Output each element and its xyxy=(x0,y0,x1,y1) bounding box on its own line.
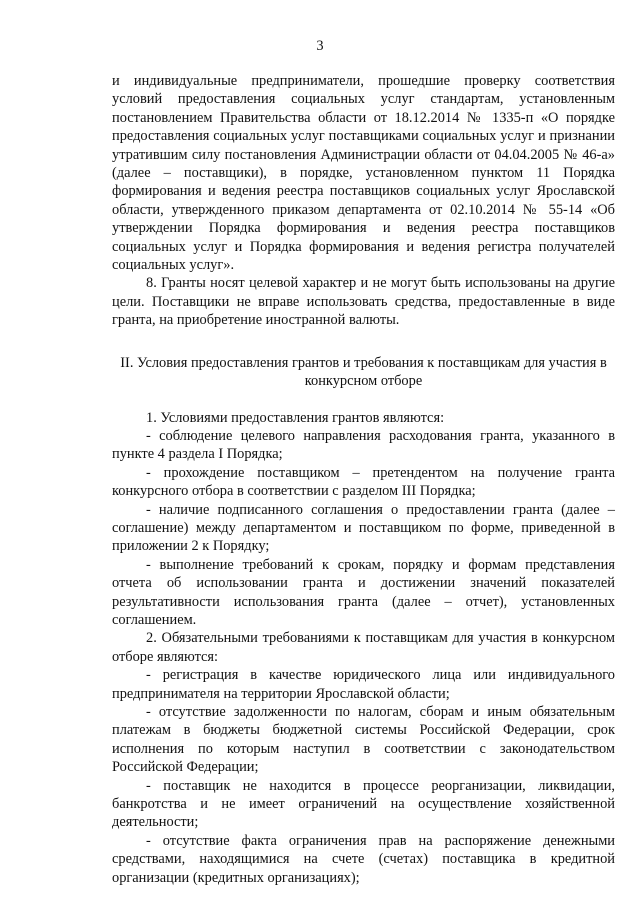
list-item-requirement: - отсутствие задолженности по налогам, сборам и иным обязательным платежам в бюджеты бюджетной системы Российской Федерации, срок исполнения по которым наступил в соответствии с законодательством Российской Федерации; xyxy=(112,704,615,776)
list-item-requirement: - регистрация в качестве юридического лица или индивидуального предпринимателя на территории Ярославской области; xyxy=(112,667,615,702)
paragraph-item-8: 8. Гранты носят целевой характер и не могут быть использованы на другие цели. Поставщики не вправе использовать средства, предоставленные в виде гранта, на приобретение иностранной валюты. xyxy=(112,275,615,329)
document-body xyxy=(112,72,615,887)
paragraph-conditions-intro: 1. Условиями предоставления грантов являются: xyxy=(146,409,445,426)
list-item-condition: - соблюдение целевого направления расходования гранта, указанного в пункте 4 раздела I Порядка; xyxy=(112,427,615,463)
list-item-condition: - прохождение поставщиком – претендентом на получение гранта конкурсного отбора в соответствии с разделом III Порядка; xyxy=(112,464,615,500)
list-item-condition: - наличие подписанного соглашения о предоставлении гранта (далее – соглашение) между департаментом и поставщиком по форме, приведенной в приложении 2 к Порядку; xyxy=(112,501,615,555)
list-item-requirement: - поставщик не находится в процессе реорганизации, ликвидации, банкротства и не имеет ограничений на осуществление хозяйственной деятельности; xyxy=(112,777,615,831)
paragraph-providers-definition: и индивидуальные предприниматели, прошедшие проверку соответствия условий предоставления социальных услуг стандартам, установленным постановлением Правительства области от 18.12.2014 № 1335-п «О порядке предоставления социальных услуг поставщиками социальных услуг и признании утратившим силу постановления Администрации области от 04.04.2005 № 46-а» (далее – поставщики), в порядке, установленном пунктом 11 Порядка формирования и ведения реестра поставщиков социальных услуг Ярославской области, утвержденного приказом департамента от 02.10.2014 № 55-14 «Об утверждении Порядка формирования и ведения реестра поставщиков социальных услуг и Порядка формирования и ведения регистра получателей социальных услуг». xyxy=(112,73,615,274)
list-item-condition: - выполнение требований к срокам, порядку и формам представления отчета об использовании гранта и достижении значений показателей результативности использования гранта (далее – отчет), установленных соглашением. xyxy=(112,556,615,628)
paragraph-requirements-intro: 2. Обязательными требованиями к поставщикам для участия в конкурсном отборе являются: xyxy=(112,630,615,665)
section-heading: II. Условия предоставления грантов и требования к поставщикам для участия в конкурсном отборе xyxy=(120,354,607,390)
spacer xyxy=(112,330,615,354)
list-item-requirement: - отсутствие факта ограничения прав на распоряжение денежными средствами, находящимися на счете (счетах) поставщика в кредитной организации (кредитных организациях); xyxy=(112,832,615,886)
spacer xyxy=(112,391,615,409)
page-number: 3 xyxy=(316,38,324,54)
